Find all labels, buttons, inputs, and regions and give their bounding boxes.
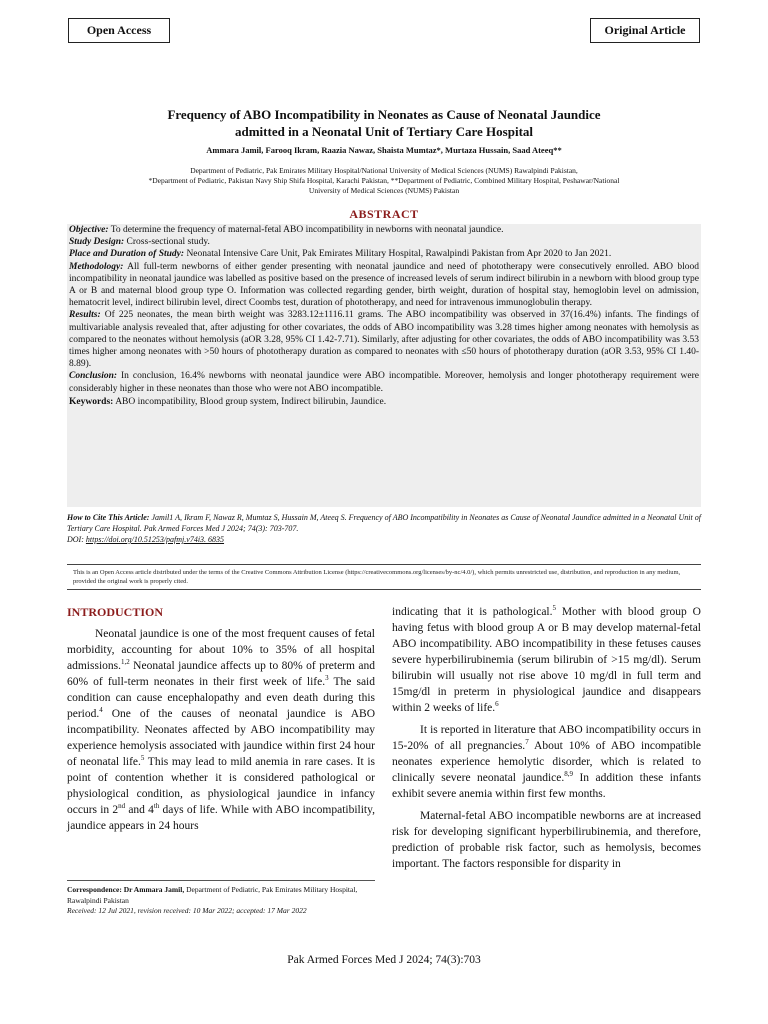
received-dates: Received: 12 Jul 2021, revision received: 10 Mar 2022; accepted: 17 Mar 2022 [67, 906, 307, 915]
abstract-box [67, 224, 701, 507]
conclusion-label: Conclusion: [69, 371, 118, 382]
citation-ref: 8,9 [564, 770, 574, 779]
intro-text: and 4 [125, 804, 154, 816]
open-access-badge: Open Access [68, 18, 170, 43]
intro-text: In addition these infants exhibit severe anemia within first few months. [392, 772, 702, 800]
place-label: Place and Duration of Study: [69, 249, 185, 260]
intro-text: It is reported in literature that ABO incompatibility occurs in 15-20% of all pregnancies. [392, 724, 701, 752]
left-column [67, 604, 375, 834]
abstract-place [67, 248, 701, 260]
affiliations [70, 166, 698, 196]
doi-label: DOI: [67, 535, 84, 544]
affiliation-line-1: Department of Pediatric, Pak Emirates Military Hospital/National University of Medical Sciences (NUMS) Rawalpindi Pakistan, [190, 166, 578, 175]
intro-text: Mother with blood group O having fetus with blood group A or B may develop maternal-fetal ABO incompatibility. ABO incompatibility in these fetuses causes severe hyperbilirubinemia (serum bilirubin of >15 mg/dl). Serum bilirubin will usually not rise above 10 mg/dl in full term and 15mg/dl in preterm in physiological jaundice and disappears within 2 weeks of life. [392, 606, 701, 714]
citation-ref: 7 [525, 738, 529, 747]
design-text: Cross-sectional study. [126, 237, 210, 248]
cite-label: How to Cite This Article: [67, 513, 150, 522]
how-to-cite [67, 512, 701, 545]
place-text: Neonatal Intensive Care Unit, Pak Emirates Military Hospital, Rawalpindi Pakistan from Apr 2020 to Jan 2021. [186, 249, 612, 260]
objective-label: Objective: [69, 225, 109, 235]
page-footer: Pak Armed Forces Med J 2024; 74(3):703 [287, 954, 481, 966]
citation-ref: 5 [552, 604, 556, 613]
results-label: Results: [69, 310, 101, 321]
methodology-label: Methodology: [69, 261, 124, 272]
intro-text: days of life. While with ABO incompatibility, jaundice appears in 24 hours [67, 804, 375, 832]
correspondence-author [67, 885, 375, 906]
intro-paragraph-3: Maternal-fetal ABO incompatible newborns are at increased risk for developing significant hyperbilirubinemia, and therefore, prediction of probable risk factor, such as hemolysis, becomes important. The factors responsible for disparity in [392, 810, 701, 870]
abstract-design [67, 236, 701, 248]
intro-text: About 10% of ABO incompatible neonates experience hemolytic disorder, which is related to clinically severe neonatal jaundice. [392, 740, 701, 784]
citation-ref: 1,2 [121, 658, 130, 667]
intro-text: The said condition can cause encephalopathy and even death during this period. [67, 676, 375, 720]
citation-ref: 3 [325, 674, 329, 683]
correspondence-label: Correspondence: Dr Ammara Jamil, [67, 885, 185, 894]
objective-text: To determine the frequency of maternal-fetal ABO incompatibility in newborns with neonatal jaundice. [110, 225, 504, 235]
intro-paragraph-2 [392, 722, 701, 802]
intro-text: Neonatal jaundice is one of the most frequent causes of fetal morbidity, accounting for about 10% to 35% of all hospital admissions. [67, 628, 375, 672]
design-label: Study Design: [69, 237, 125, 248]
article-type-badge: Original Article [590, 18, 700, 43]
author-list: Ammara Jamil, Farooq Ikram, Raazia Nawaz, Shaista Mumtaz*, Murtaza Hussain, Saad Ateeq** [206, 145, 562, 155]
affiliation-line-3: University of Medical Sciences (NUMS) Pakistan [308, 186, 460, 195]
correspondence-block [67, 880, 375, 917]
right-column [392, 604, 701, 872]
article-title [90, 106, 678, 140]
abstract-results [67, 309, 701, 370]
methodology-text: All full-term newborns of either gender presenting with neonatal jaundice and need of phototherapy were consecutively enrolled. ABO blood incompatibility in neonatal jaundice was labelled as positive based on the presence of increased levels of serum indirect bilirubin in a newborn with blood group type A or B and maternal blood group type O. Information was collected regarding gender, birth weight, duration of hospital stay, hemoglobin level on admission, hematocrit level, indirect bilirubin level, direct Coombs test, duration of phototherapy, and need for intravenous immunoglobulin therapy. [69, 261, 699, 309]
results-text: Of 225 neonates, the mean birth weight was 3283.12±1116.11 grams. The ABO incompatibility was observed in 37(16.4%) infants. The findings of multivariable analysis revealed that, after adjusting for other covariates, the odds of ABO incompatibility was 3.28 times higher among neonates with hemolysis as compared to the neonates without hemolysis (aOR 3.28, 95% CI 1.42-7.71). Similarly, after adjusting for other covariates, the odds of ABO incompatibility was 3.53 times higher among neonates with >50 hours of phototherapy duration as compared to neonates with ≤50 hours of phototherapy duration (aOR 3.53, 95% CI 1.40-8.89). [69, 310, 699, 370]
abstract-conclusion [67, 370, 701, 394]
abstract-methodology [67, 261, 701, 310]
abstract-heading: ABSTRACT [349, 207, 419, 221]
title-line-1: Frequency of ABO Incompatibility in Neonates as Cause of Neonatal Jaundice [167, 107, 601, 122]
title-line-2: admitted in a Neonatal Unit of Tertiary Care Hospital [234, 124, 534, 139]
ordinal-suffix: th [153, 802, 160, 811]
correspondence-address: Department of Pediatric, Pak Emirates Military Hospital, Rawalpindi Pakistan [67, 885, 358, 905]
citation-ref: 5 [140, 754, 145, 763]
introduction-heading: INTRODUCTION [67, 605, 164, 619]
citation-ref: 6 [495, 700, 499, 709]
abstract-keywords [67, 396, 701, 408]
intro-text: indicating that it is pathological. [392, 606, 553, 618]
doi-link[interactable]: https://doi.org/10.51253/pafmj.v74i3. 6835 [85, 535, 225, 544]
intro-paragraph-1 [67, 626, 375, 834]
intro-text: One of the causes of neonatal jaundice is ABO incompatibility. Neonates affected by ABO incompatibility may experience hemolysis associated with jaundice within first 24 hour of neonatal life. [67, 708, 375, 768]
abstract-objective [67, 224, 701, 236]
keywords-text: ABO incompatibility, Blood group system, Indirect bilirubin, Jaundice. [115, 396, 387, 407]
ordinal-suffix: nd [118, 802, 126, 811]
cite-text: Jamil1 A, Ikram F, Nawaz R, Mumtaz S, Hussain M, Ateeq S. Frequency of ABO Incompatibility in Neonates as Cause of Neonatal Jaundice admitted in a Neonatal Unit of Tertiary Care Hospital. Pak Armed Forces Med J 2024; 74(3): 703-707. [67, 513, 701, 533]
license-notice: This is an Open Access article distributed under the terms of the Creative Commons Attribution License (https://creativecommons.org/licenses/by-nc/4.0/), which permits unrestricted use, distribution, and reproduction in any medium, provided the original work is properly cited. [67, 564, 701, 590]
affiliation-line-2: *Department of Pediatric, Pakistan Navy Ship Shifa Hospital, Karachi Pakistan, **Department of Pediatric, Combined Military Hospital, Peshawar/National [148, 176, 620, 185]
intro-text: This may lead to mild anemia in rare cases. It is point of contention whether it is considered pathological or physiological condition, as physiological jaundice in infancy occurs in 2 [67, 756, 375, 816]
citation-ref: 4 [99, 706, 103, 715]
conclusion-text: In conclusion, 16.4% newborns with neonatal jaundice were ABO incompatible. Moreover, hemolysis and longer phototherapy requirement were considerably higher in these neonates than those who were not ABO incompatible. [69, 371, 700, 394]
keywords-label: Keywords: [69, 396, 114, 407]
intro-paragraph-continued [392, 604, 701, 716]
intro-text: Neonatal jaundice affects up to 80% of preterm and 60% of full-term neonates in their first week of life. [67, 660, 375, 688]
